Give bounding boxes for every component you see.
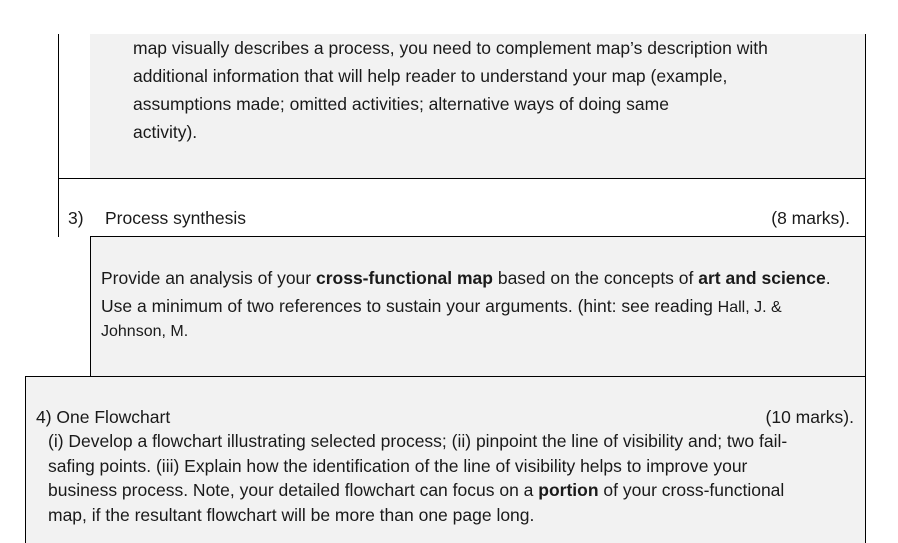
s3-text: . [825,268,831,288]
section-4-marks: (10 marks). [765,407,854,427]
section-3-line-2 [101,292,782,322]
s3-text: Use a minimum of two references to sustain your arguments. (hint: see reading [101,296,718,316]
s3-text: based on the concepts of [492,268,699,288]
top-line-2: additional information that will help reader to understand your map (example, [133,66,728,86]
s4-text: of your cross-functional [598,480,785,500]
section-3-line-3: Johnson, M. [101,323,189,340]
s4-bold-portion: portion [538,480,599,500]
top-section-left-border [58,34,59,179]
s3-bold-cross-functional-map: cross-functional map [315,268,493,288]
s3-bold-art-and-science: art and science [698,268,826,288]
section-4-line-4: map, if the resultant flowchart will be more than one page long. [48,505,535,525]
s4-text: business process. Note, your detailed flowchart can focus on a [48,480,539,500]
section-3-number: 3) [68,208,84,228]
s3-text: Provide an analysis of your [101,268,316,288]
top-line-4: activity). [133,122,198,142]
section-3-marks: (8 marks). [771,208,850,228]
section-4-line-1: (i) Develop a flowchart illustrating selected process; (ii) pinpoint the line of visibility and; two fail- [48,431,788,451]
section-3-line-1 [101,264,831,292]
top-line-1: map visually describes a process, you need to complement map’s description with [133,38,768,58]
section-4-line-3 [48,476,784,504]
section-4-title: 4) One Flowchart [36,407,171,427]
section-4-line-2: safing points. (iii) Explain how the identification of the line of visibility helps to improve your [48,456,748,476]
section-3-title: Process synthesis [105,208,247,228]
top-line-3: assumptions made; omitted activities; alternative ways of doing same [133,94,669,114]
s3-reference: Hall, J. & [717,299,782,316]
